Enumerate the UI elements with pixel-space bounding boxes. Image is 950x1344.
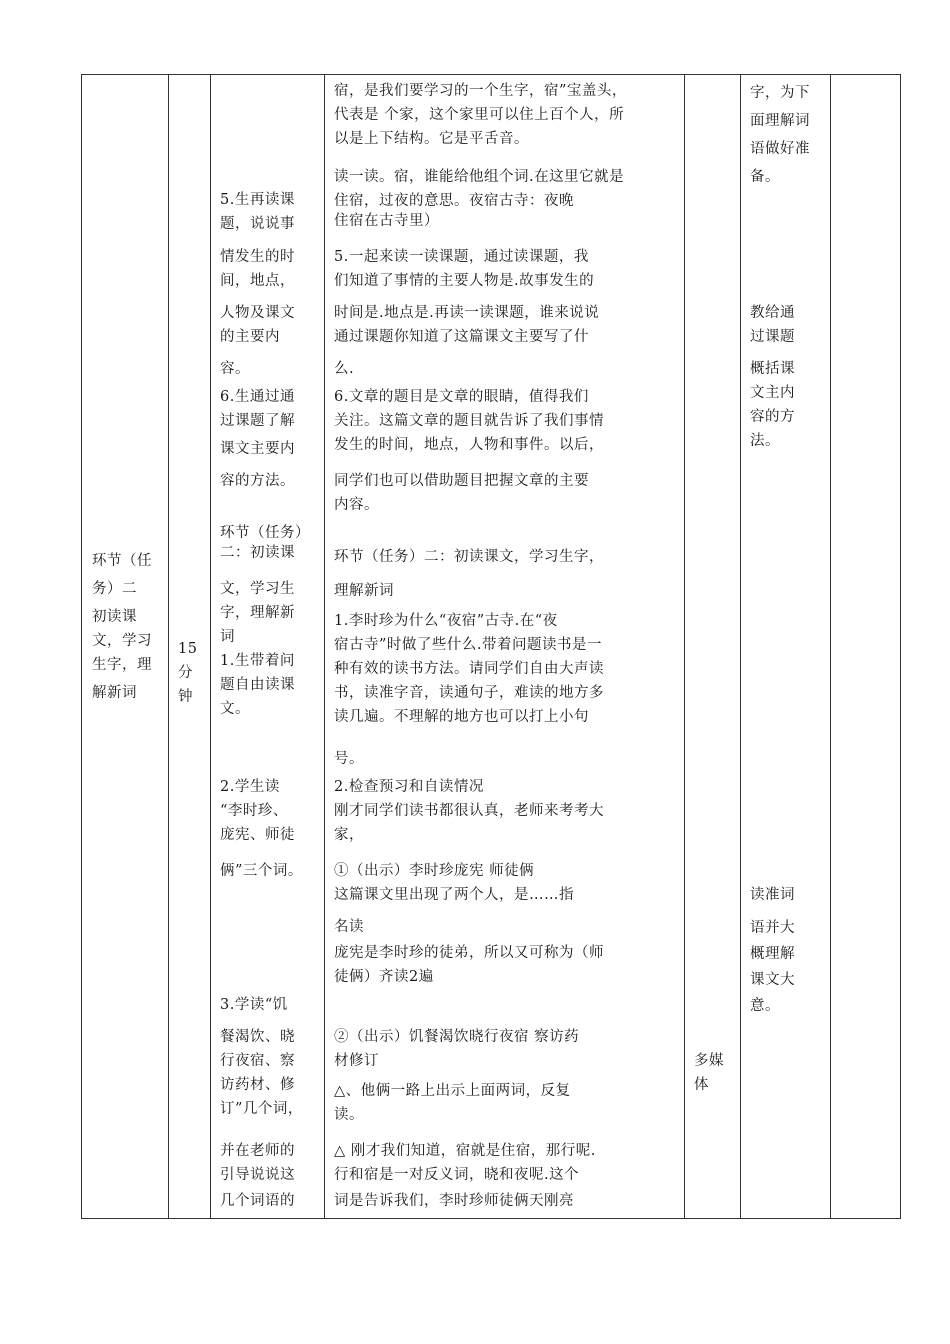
teacher-line: 同学们也可以借助题目把握文章的主要 (334, 473, 589, 489)
teacher-line: 这篇课文里出现了两个人，是……指 (334, 887, 574, 903)
intent-line: 备。 (750, 169, 780, 185)
intent-block (750, 357, 826, 453)
student-activity-block (220, 1189, 320, 1213)
student-activity-block (220, 245, 320, 293)
intent-block (750, 301, 826, 349)
student-line: 文，学习生 (220, 581, 295, 597)
teacher-activity-block (334, 747, 686, 771)
teacher-line: 读。 (334, 1107, 364, 1123)
lesson-plan-table (81, 74, 901, 1219)
teacher-line: ②（出示）饥餐渴饮晓行夜宿 察访药 (334, 1029, 580, 1045)
teacher-line: 们知道了事情的主要人物是.故事发生的 (334, 273, 595, 289)
teacher-line: 宿，是我们要学习的一个生字，宿”宝盖头， (334, 83, 627, 99)
teacher-activity-block (334, 609, 686, 729)
teacher-activity-block (334, 79, 686, 151)
student-line: 2.学生读 (220, 779, 280, 795)
teacher-activity-block (334, 165, 686, 229)
teacher-line: 书，读准字音，读通句子，难读的地方多 (334, 685, 604, 701)
teacher-line: 词是告诉我们，李时珍师徒俩天刚亮 (334, 1193, 574, 1209)
teacher-line: 理解新词 (334, 583, 394, 599)
student-line: 6.生通过通 (220, 389, 295, 405)
teacher-activity-block (334, 245, 686, 293)
student-line: 情发生的时 (220, 249, 295, 265)
stage-line: 环节（任 (92, 553, 152, 569)
student-activity-block (220, 301, 320, 349)
student-activity-block (220, 437, 320, 461)
student-activity-block (220, 357, 320, 381)
teacher-activity-block (334, 915, 686, 939)
teacher-line: 以是上下结构。它是平舌音。 (334, 131, 529, 147)
teacher-line: 种有效的读书方法。请同学们自由大声读 (334, 661, 604, 677)
student-line: 词 (220, 629, 235, 645)
student-activity-block (220, 993, 320, 1017)
teacher-line: 6.文章的题目是文章的眼睛，值得我们 (334, 389, 589, 405)
teacher-line: 1.李时珍为什么“夜宿”古寺.在“夜 (334, 613, 558, 629)
student-activity-block (220, 775, 320, 847)
column-divider-5 (740, 75, 741, 1218)
intent-line: 容的方 (750, 409, 795, 425)
teacher-activity-block (334, 941, 686, 989)
teacher-activity-block (334, 469, 686, 517)
student-activity-block (220, 469, 320, 493)
intent-line: 课文大 (750, 972, 795, 988)
student-line: 二：初读课 (220, 545, 295, 561)
teacher-line: 徒俩）齐读2遍 (334, 969, 434, 985)
student-activity-block (220, 1025, 320, 1121)
time-line: 15 (178, 641, 198, 657)
column-divider-6 (830, 75, 831, 1218)
student-line: 容的方法。 (220, 473, 295, 489)
teacher-activity-block (334, 1139, 686, 1187)
teacher-activity-block (334, 1189, 686, 1213)
stage-line: 初读课 (92, 609, 137, 625)
student-activity-block (220, 188, 320, 236)
teacher-line: 内容。 (334, 497, 379, 513)
student-line: 并在老师的 (220, 1143, 295, 1159)
intent-line: 读准词 (750, 887, 795, 903)
intent-line: 语并大 (750, 920, 795, 936)
intent-block (750, 915, 826, 1019)
intent-line: 语做好准 (750, 141, 810, 157)
intent-line: 字，为下 (750, 85, 810, 101)
column-divider-3 (324, 75, 325, 1218)
intent-line: 文主内 (750, 385, 795, 401)
teacher-line: 名读 (334, 919, 364, 935)
media-line: 体 (694, 1077, 709, 1093)
teacher-activity-block (334, 775, 686, 847)
teacher-activity-block (334, 1079, 686, 1127)
student-line: 过课题了解 (220, 413, 295, 429)
student-line: 行夜宿、察 (220, 1053, 295, 1069)
intent-line: 面理解词 (750, 113, 810, 129)
student-line: 的主要内 (220, 329, 280, 345)
teacher-line: 号。 (334, 751, 364, 767)
teacher-line: 么. (334, 361, 355, 377)
media-cell (694, 1049, 734, 1097)
teacher-line: 读几遍。不理解的地方也可以打上小句 (334, 709, 589, 725)
teacher-line: 住宿，过夜的意思。夜宿古寺：夜晚 (334, 193, 574, 209)
student-line: 引导说说这 (220, 1167, 295, 1183)
student-activity-block (220, 385, 320, 433)
student-line: 人物及课文 (220, 305, 295, 321)
teacher-activity-block (334, 301, 686, 349)
teacher-activity-block (334, 579, 686, 603)
student-line: 订”几个词， (220, 1101, 303, 1117)
teacher-activity-block (334, 545, 686, 569)
student-activity-block (220, 577, 320, 721)
column-divider-1 (168, 75, 169, 1218)
teacher-activity-block (334, 859, 686, 907)
teacher-line: 通过课题你知道了这篇课文主要写了什 (334, 329, 589, 345)
student-line: 题自由读课 (220, 677, 295, 693)
teacher-activity-block (334, 385, 686, 457)
teacher-line: 行和宿是一对反义词，晓和夜呢.这个 (334, 1167, 580, 1183)
teacher-line: 环节（任务）二：初读课文，学习生字， (334, 549, 604, 565)
student-activity-block (220, 1139, 320, 1187)
teacher-activity-block (334, 357, 686, 381)
teacher-activity-block (334, 1025, 686, 1073)
stage-cell (92, 549, 164, 705)
teacher-line: 时间是.地点是.再读一读课题，谁来说说 (334, 305, 600, 321)
teacher-line: 发生的时间，地点，人物和事件。以后， (334, 437, 604, 453)
teacher-line: △ 刚才我们知道，宿就是住宿，那行呢. (334, 1143, 596, 1159)
teacher-line: △、他俩一路上出示上面两词，反复 (334, 1083, 571, 1099)
time-line: 分 (178, 665, 193, 681)
student-line: 访药材、修 (220, 1077, 295, 1093)
student-line: 1.生带着问 (220, 653, 295, 669)
student-line: 字，理解新 (220, 605, 295, 621)
teacher-line: 家， (334, 827, 364, 843)
teacher-line: 代表是 个家，这个家里可以住上百个人，所 (334, 107, 625, 123)
student-line: 几个词语的 (220, 1193, 295, 1209)
intent-line: 法。 (750, 433, 780, 449)
student-line: 容。 (220, 361, 250, 377)
student-activity-block (220, 523, 320, 563)
teacher-line: 材修订 (334, 1053, 379, 1069)
intent-line: 概括课 (750, 361, 795, 377)
stage-line: 文，学习 (92, 633, 152, 649)
teacher-line: 关注。这篇文章的题目就告诉了我们事情 (334, 413, 604, 429)
stage-line: 解新词 (92, 685, 137, 701)
student-activity-block (220, 859, 320, 883)
teacher-line: ①（出示）李时珍庞宪 师徒俩 (334, 863, 535, 879)
teacher-line: 2.检查预习和自读情况 (334, 779, 484, 795)
student-line: 俩”三个词。 (220, 863, 303, 879)
student-line: 课文主要内 (220, 441, 295, 457)
intent-line: 概理解 (750, 946, 795, 962)
media-line: 多媒 (694, 1053, 724, 1069)
time-line: 钟 (178, 689, 193, 705)
student-line: 环节（任务） (220, 525, 310, 541)
intent-line: 意。 (750, 998, 780, 1014)
student-line: 3.学读“饥 (220, 997, 288, 1013)
stage-line: 务）二 (92, 581, 137, 597)
intent-line: 过课题 (750, 329, 795, 345)
student-line: 题，说说事 (220, 216, 295, 232)
student-line: 5.生再读课 (220, 192, 295, 208)
teacher-line: 宿古寺”时做了些什么.带着问题读书是一 (334, 637, 603, 653)
column-divider-2 (210, 75, 211, 1218)
student-line: 间，地点， (220, 273, 295, 289)
teacher-line: 读一读。宿，谁能给他组个词.在这里它就是 (334, 169, 625, 185)
teacher-line: 5.一起来读一读课题，通过读课题，我 (334, 249, 589, 265)
teacher-line: 庞宪是李时珍的徒弟，所以又可称为（师 (334, 945, 604, 961)
stage-line: 生字，理 (92, 657, 152, 673)
time-cell (178, 637, 198, 709)
teacher-line: 刚才同学们读书都很认真，老师来考考大 (334, 803, 604, 819)
intent-block (750, 883, 826, 907)
intent-line: 教给通 (750, 305, 795, 321)
student-line: 餐渴饮、晓 (220, 1029, 295, 1045)
student-line: 文。 (220, 701, 250, 717)
intent-block (750, 79, 826, 191)
teacher-line: 住宿在古寺里） (334, 213, 439, 229)
student-line: 庞宪、师徒 (220, 827, 295, 843)
student-line: “李时珍、 (220, 803, 288, 819)
